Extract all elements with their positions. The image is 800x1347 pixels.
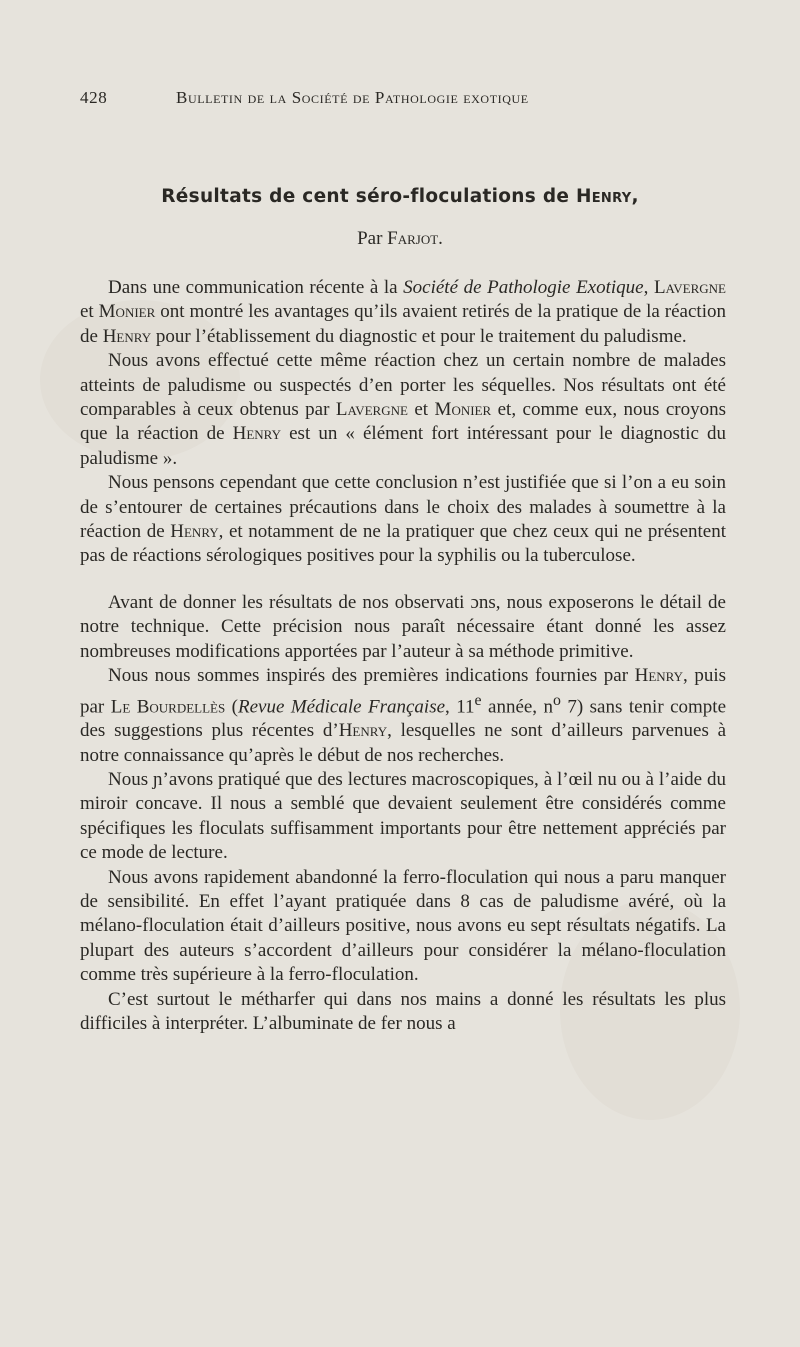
article-body	[80, 276, 726, 1037]
text-run: 7) sans tenir compte des suggestions plus récentes d’	[80, 695, 727, 742]
author-name: Henry	[232, 423, 282, 445]
text-run: Dans une communication récente à la	[108, 277, 404, 298]
paragraph-8: C’est surtout le métharfer qui dans nos mains a donné les résultats les plus difficiles à interpréter. L’albuminate de fer nous a	[80, 988, 726, 1035]
text-run: , lesquelles ne sont d’ailleurs parvenues à notre connaissance qu’après le début de nos recherches.	[80, 720, 727, 766]
text-run: ont montré les avantages qu’ils avaient retirés de la pratique de la réaction de	[80, 301, 726, 347]
text-run: Nous avons effectué cette même réaction chez un certain nombre de malades atteints de paludisme ou suspectés d’en porter les séquelles. Nos résultats ont été comparables à ceux obtenus par	[80, 350, 726, 421]
author-name: Monier	[434, 399, 492, 421]
author-name: Henry	[338, 720, 388, 742]
byline-prefix: Par	[357, 228, 383, 249]
text-run: est un « élément fort intéressant pour le diagnostic du paludisme ».	[80, 423, 726, 469]
author-name: Henry	[102, 325, 152, 347]
author-name: Lavergne	[335, 399, 408, 421]
title-main: Résultats de cent séro-floculations de	[161, 186, 570, 207]
journal-title: Société de Pathologie Exotique	[403, 277, 644, 298]
text-run: ,	[643, 277, 654, 298]
title-author-name: Henry	[575, 186, 632, 207]
author-name: Henry	[634, 665, 683, 687]
paragraph-5	[80, 664, 726, 768]
text-run: ,	[445, 695, 457, 717]
byline	[0, 228, 800, 250]
text-run: Nous pensons cependant que cette conclusion n’est justifiée que si l’on a eu soin de s’entourer de certaines précautions dans le choix des malades à soumettre à la réaction de	[80, 472, 726, 543]
paragraph-3	[80, 471, 726, 569]
text-run: et, comme eux, nous croyons que la réaction de	[80, 399, 726, 445]
paragraph-2	[80, 349, 726, 471]
text-run: (	[225, 695, 238, 717]
journal-title: Revue Médicale Française	[238, 695, 446, 717]
text-run: , puis par	[80, 665, 726, 717]
page-number: 428	[80, 88, 108, 107]
text-run: et	[80, 301, 99, 323]
author-name: Le Bourdellès	[110, 695, 226, 717]
text-run: pour l’établissement du diagnostic et pour le traitement du paludisme.	[151, 325, 687, 347]
byline-author: Farjot	[387, 228, 439, 249]
text-run: Nous nous sommes inspirés des premières indications fournies par	[108, 665, 635, 687]
text-run: année, n	[481, 695, 554, 717]
author-name: Lavergne	[653, 277, 726, 298]
superscript: e	[474, 691, 482, 709]
paragraph-4: Avant de donner les résultats de nos observati ɔns, nous exposerons le détail de notre technique. Cette précision nous paraît nécessaire étant donné les assez nombreuses modifications apportées par l’auteur à sa méthode primitive.	[80, 591, 726, 662]
paragraph-6: Nous ɲ’avons pratiqué que des lectures macroscopiques, à l’œil nu ou à l’aide du miroir concave. Il nous a semblé que devaient seulement être considérés comme spécifiques les floculats suffisamment importants pour être nettement appréciés par ce mode de lecture.	[80, 769, 726, 864]
paragraph-1	[80, 276, 726, 349]
text-run: , et notamment de ne la pratiquer que chez ceux qui ne présentent pas de réactions sérologiques positives pour la syphilis ou la tuberculose.	[80, 521, 726, 567]
title-punct: ,	[631, 186, 639, 207]
article-title	[0, 186, 800, 207]
superscript: o	[553, 691, 561, 709]
text-run: 11	[456, 695, 475, 717]
author-name: Monier	[98, 301, 156, 323]
paragraph-7: Nous avons rapidement abandonné la ferro-floculation qui nous a paru manquer de sensibilité. En effet l’ayant pratiquée dans 8 cas de paludisme avéré, où la mélano-floculation était d’ailleurs positive, nous avons eu sept résultats négatifs. La plupart des auteurs s’accordent d’ailleurs pour considérer la mélano-floculation comme très supérieure à la ferro-floculation.	[80, 866, 726, 986]
byline-punct: .	[438, 228, 443, 249]
running-title: Bulletin de la Société de Pathologie exotique	[176, 88, 529, 107]
text-run: et	[407, 399, 435, 421]
author-name: Henry	[170, 521, 219, 543]
